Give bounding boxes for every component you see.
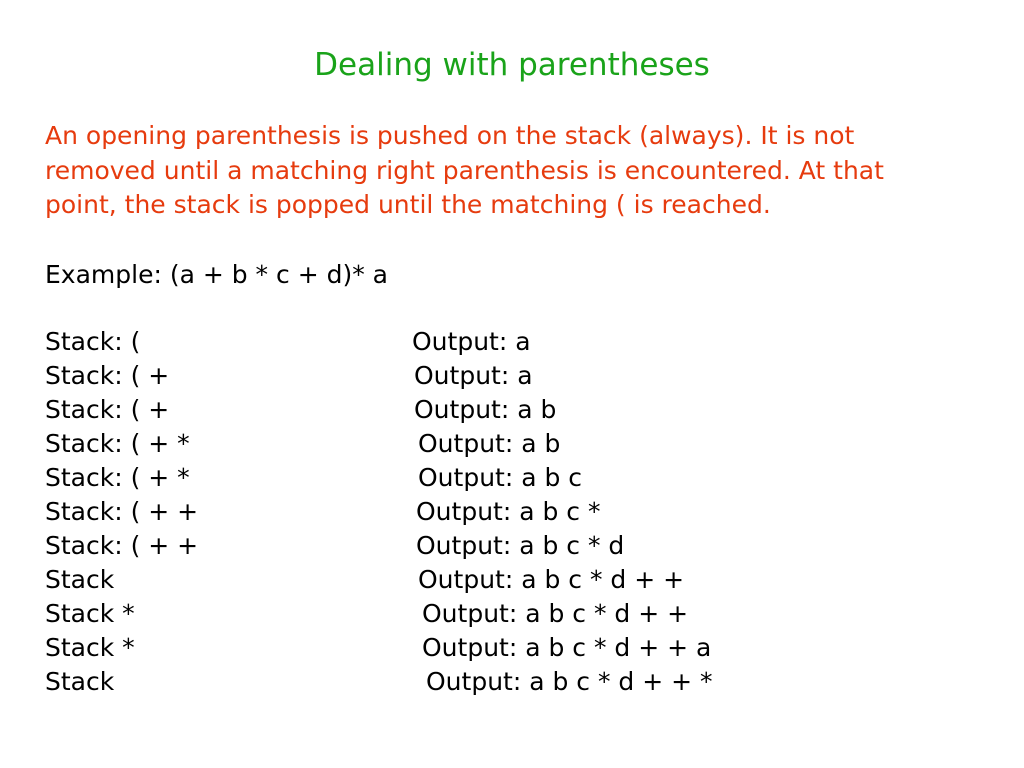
trace-row [45, 665, 945, 699]
trace-row [45, 427, 945, 461]
output-state: Output: a b c * d + + [422, 599, 689, 628]
stack-trace [45, 325, 945, 699]
trace-row [45, 393, 945, 427]
slide-title: Dealing with parentheses [314, 47, 710, 83]
trace-row [45, 631, 945, 665]
example-expression: Example: (a + b * c + d)* a [45, 260, 388, 289]
trace-row [45, 359, 945, 393]
trace-row [45, 563, 945, 597]
output-state: Output: a b c [418, 463, 583, 492]
stack-state: Stack: ( + [45, 395, 170, 424]
description-line: removed until a matching right parenthesis is encountered. At that [45, 155, 884, 185]
trace-row [45, 529, 945, 563]
stack-state: Stack: ( + + [45, 497, 199, 526]
stack-state: Stack: ( + * [45, 463, 190, 492]
output-state: Output: a [412, 327, 531, 356]
output-state: Output: a b c * d + + [418, 565, 685, 594]
stack-state: Stack * [45, 599, 135, 628]
description-line: An opening parenthesis is pushed on the stack (always). It is not [45, 121, 855, 150]
output-state: Output: a b [414, 395, 557, 424]
stack-state: Stack: ( + + [45, 531, 199, 560]
output-state: Output: a b c * [416, 497, 601, 526]
output-state: Output: a b c * d + + * [426, 667, 713, 696]
stack-state: Stack [45, 667, 115, 696]
output-state: Output: a [414, 361, 533, 390]
description-paragraph [45, 119, 985, 223]
stack-state: Stack [45, 565, 115, 594]
stack-state: Stack * [45, 633, 135, 662]
stack-state: Stack: ( [45, 327, 141, 356]
description-line: point, the stack is popped until the matching ( is reached. [45, 190, 771, 219]
output-state: Output: a b [418, 429, 561, 458]
trace-row [45, 325, 945, 359]
trace-row [45, 597, 945, 631]
output-state: Output: a b c * d [416, 531, 625, 560]
output-state: Output: a b c * d + + a [422, 633, 712, 662]
trace-row [45, 461, 945, 495]
stack-state: Stack: ( + * [45, 429, 190, 458]
stack-state: Stack: ( + [45, 361, 170, 390]
trace-row [45, 495, 945, 529]
